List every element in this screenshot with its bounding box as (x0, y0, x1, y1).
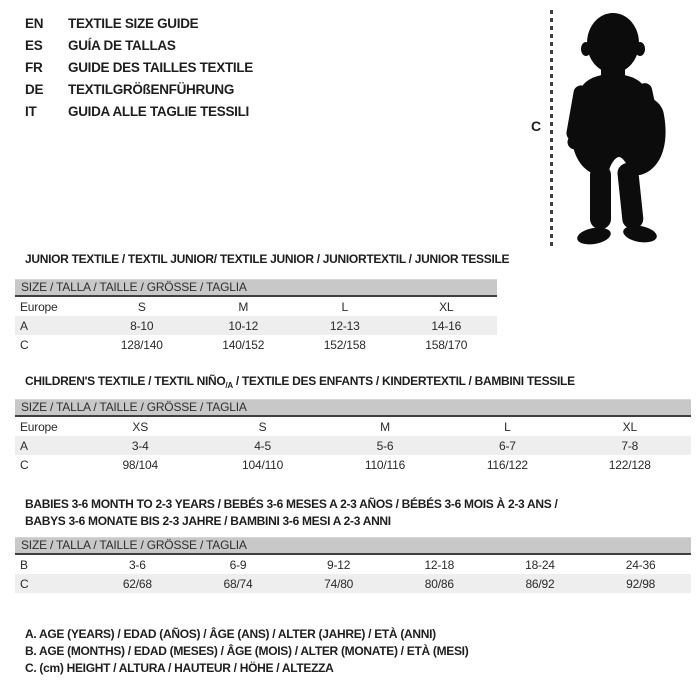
table-row-age-months (15, 555, 691, 574)
size-cell: 140/152 (222, 337, 265, 352)
section-title-line1: BABIES 3-6 MONTH TO 2-3 YEARS / BEBÉS 3-6 MESES A 2-3 AÑOS / BÉBÉS 3-6 MOIS À 2-3 ANS / (25, 497, 558, 511)
size-cell: 5-6 (324, 436, 446, 455)
size-cell: XL (622, 419, 637, 434)
table-row-age (15, 436, 691, 455)
size-cell: L (341, 299, 348, 314)
section-title-children (25, 373, 575, 394)
table-row-height (15, 455, 691, 474)
size-cell: S (258, 419, 267, 434)
row-label: C (15, 574, 87, 593)
size-cell: 8-10 (91, 316, 193, 335)
language-row (25, 35, 253, 57)
size-cell: 10-12 (193, 316, 295, 335)
language-row (25, 79, 253, 101)
language-code: FR (25, 60, 43, 75)
language-row (25, 13, 253, 35)
row-label: C (20, 337, 29, 352)
footnote-legend (25, 626, 468, 677)
language-label: TEXTILE SIZE GUIDE (68, 16, 199, 31)
size-cell: M (238, 299, 249, 314)
table-row-europe (15, 297, 497, 316)
footnote-c: C. (cm) HEIGHT / ALTURA / HAUTEUR / HÖHE / ALTEZZA (25, 661, 334, 675)
size-cell: 68/74 (188, 574, 289, 593)
language-row (25, 101, 253, 123)
size-cell: 6-9 (229, 557, 247, 572)
toddler-silhouette-image (558, 5, 688, 251)
size-header-bar: SIZE / TALLA / TAILLE / GRÖSSE / TAGLIA (15, 537, 691, 555)
size-cell: 6-7 (446, 436, 568, 455)
size-cell: 74/80 (288, 574, 389, 593)
size-cell: 128/140 (120, 337, 163, 352)
size-cell: M (380, 419, 390, 434)
size-cell: L (504, 419, 511, 434)
language-label: GUIDE DES TAILLES TEXTILE (68, 60, 254, 75)
size-cell: 9-12 (327, 557, 351, 572)
size-cell: 3-6 (128, 557, 146, 572)
size-cell: 24-36 (625, 557, 656, 572)
language-header (25, 13, 253, 123)
size-cell: XS (132, 419, 148, 434)
size-cell: 18-24 (525, 557, 555, 572)
language-row (25, 57, 253, 79)
size-cell: 98/104 (122, 457, 158, 472)
section-title-part: CHILDREN'S TEXTILE / TEXTIL NIÑO (25, 374, 226, 388)
language-label: GUÍA DE TALLAS (68, 38, 176, 53)
language-label: TEXTILGRÖßENFÜHRUNG (68, 82, 235, 97)
size-cell: 92/98 (590, 574, 691, 593)
language-code: DE (25, 82, 44, 97)
junior-size-table (15, 279, 497, 354)
size-cell: 4-5 (201, 436, 323, 455)
row-label: B (20, 557, 28, 572)
size-cell: XL (439, 299, 454, 314)
size-cell: 7-8 (569, 436, 691, 455)
size-cell: 3-4 (79, 436, 201, 455)
row-label: A (15, 316, 91, 335)
size-cell: 14-16 (396, 316, 498, 335)
row-label: A (15, 436, 79, 455)
size-cell: 116/122 (486, 457, 528, 472)
size-header-bar: SIZE / TALLA / TAILLE / GRÖSSE / TAGLIA (15, 279, 497, 297)
section-title-subscript: /A (225, 381, 233, 390)
language-code: EN (25, 16, 44, 31)
table-row-height (15, 335, 497, 354)
section-title-babies (25, 496, 557, 530)
section-title-junior: JUNIOR TEXTILE / TEXTIL JUNIOR/ TEXTILE JUNIOR / JUNIORTEXTIL / JUNIOR TESSILE (25, 252, 510, 266)
footnote-a: A. AGE (YEARS) / EDAD (AÑOS) / ÂGE (ANS) / ALTER (JAHRE) / ETÀ (ANNI) (25, 627, 436, 641)
section-title-line2: BABYS 3-6 MONATE BIS 2-3 JAHRE / BAMBINI 3-6 MESI A 2-3 ANNI (25, 514, 391, 528)
language-label: GUIDA ALLE TAGLIE TESSILI (68, 104, 249, 119)
size-cell: 104/110 (242, 457, 284, 472)
size-cell: 80/86 (389, 574, 490, 593)
size-cell: S (137, 299, 146, 314)
size-cell: 152/158 (323, 337, 366, 352)
row-label: Europe (20, 419, 58, 434)
size-cell: 12-13 (294, 316, 396, 335)
size-cell: 122/128 (608, 457, 651, 472)
size-cell: 86/92 (490, 574, 591, 593)
section-title-part: / TEXTILE DES ENFANTS / KINDERTEXTIL / BAMBINI TESSILE (232, 374, 575, 388)
row-label: Europe (20, 299, 58, 314)
size-cell: 12-18 (424, 557, 455, 572)
size-cell: 158/170 (425, 337, 468, 352)
language-code: IT (25, 104, 37, 119)
footnote-b: B. AGE (MONTHS) / EDAD (MESES) / ÂGE (MOIS) / ALTER (MONATE) / ETÀ (MESI) (25, 644, 469, 658)
row-label: C (20, 457, 29, 472)
table-row-europe (15, 417, 691, 436)
table-row-height (15, 574, 691, 593)
size-header-bar: SIZE / TALLA / TAILLE / GRÖSSE / TAGLIA (15, 399, 691, 417)
children-size-table (15, 399, 691, 474)
size-cell: 62/68 (87, 574, 188, 593)
table-row-age (15, 316, 497, 335)
language-code: ES (25, 38, 43, 53)
size-cell: 110/116 (364, 457, 406, 472)
measure-label-c: C (531, 118, 542, 134)
babies-size-table (15, 537, 691, 593)
height-measure-line (550, 10, 553, 247)
